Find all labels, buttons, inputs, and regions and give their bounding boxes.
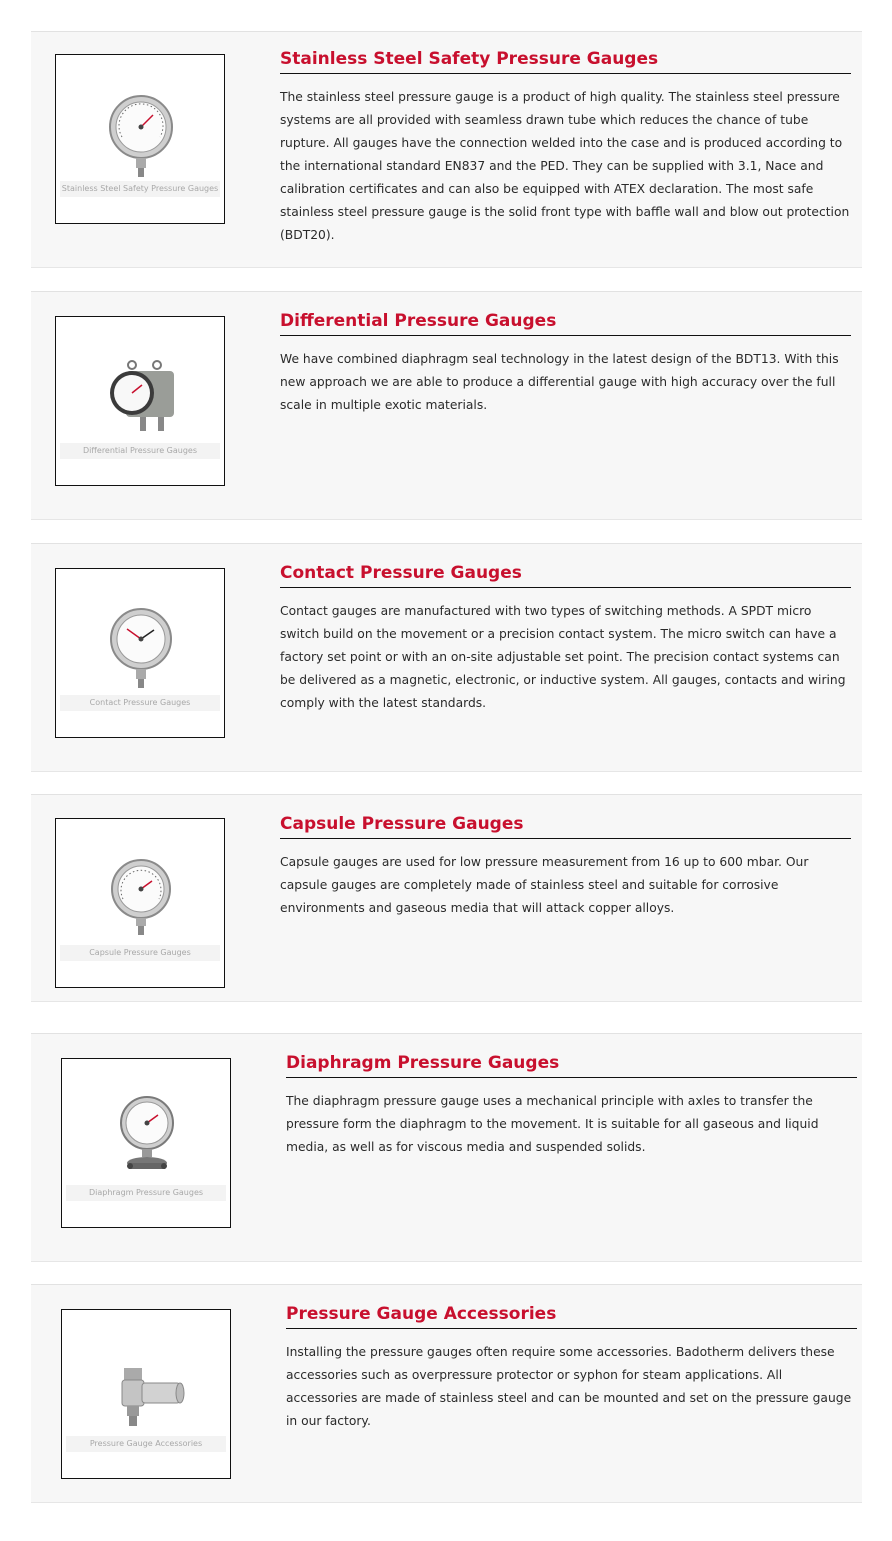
safety-pressure-gauge-icon: [56, 55, 226, 225]
product-description: Capsule gauges are used for low pressure measurement from 16 up to 600 mbar. Our capsule gauges are completely made of stainless steel and suitable for corrosive environments and gaseous media that will attack copper alloys.: [280, 855, 809, 915]
product-title[interactable]: Diaphragm Pressure Gauges: [286, 1051, 857, 1078]
product-description: Installing the pressure gauges often require some accessories. Badotherm delivers these accessories such as overpressure protector or syphon for steam applications. All accessories are made of stainless steel and can be mounted and set on the pressure gauge in our factory.: [286, 1345, 852, 1428]
product-image-caption: Differential Pressure Gauges: [60, 443, 220, 459]
product-image-link[interactable]: [61, 1058, 231, 1228]
product-card-differential: [31, 291, 862, 520]
product-card-accessories: [31, 1284, 862, 1503]
differential-pressure-gauge-icon: [56, 317, 226, 487]
product-card-safety: [31, 31, 862, 268]
product-card-capsule: [31, 794, 862, 1002]
product-image-link[interactable]: [55, 568, 225, 738]
product-title[interactable]: Capsule Pressure Gauges: [280, 812, 851, 839]
product-title[interactable]: Pressure Gauge Accessories: [286, 1302, 857, 1329]
product-image-link[interactable]: [55, 818, 225, 988]
diaphragm-pressure-gauge-icon: [62, 1059, 232, 1229]
product-title[interactable]: Stainless Steel Safety Pressure Gauges: [280, 47, 851, 74]
product-description: Contact gauges are manufactured with two types of switching methods. A SPDT micro switch build on the movement or a precision contact system. The micro switch can have a factory set point or with an on-site adjustable set point. The precision contact systems can be delivered as a magnetic, electronic, or inductive system. All gauges, contacts and wiring comply with the latest standards.: [280, 604, 846, 710]
product-description: The stainless steel pressure gauge is a product of high quality. The stainless steel pressure systems are all provided with seamless drawn tube which reduces the chance of tube rupture. All gauges have the connection welded into the case and is produced according to the international standard EN837 and the PED. They can be supplied with 3.1, Nace and calibration certificates and can also be equipped with ATEX declaration. The most safe stainless steel pressure gauge is the solid front type with baffle wall and blow out protection (BDT20).: [280, 90, 850, 242]
product-image-link[interactable]: [55, 54, 225, 224]
product-image-caption: Stainless Steel Safety Pressure Gauges: [60, 181, 220, 197]
product-card-diaphragm: [31, 1033, 862, 1262]
product-description: The diaphragm pressure gauge uses a mechanical principle with axles to transfer the pressure form the diaphragm to the movement. It is suitable for all gaseous and liquid media, as well as for viscous media and suspended solids.: [286, 1094, 819, 1154]
product-image-caption: Capsule Pressure Gauges: [60, 945, 220, 961]
contact-pressure-gauge-icon: [56, 569, 226, 739]
product-image-caption: Contact Pressure Gauges: [60, 695, 220, 711]
product-image-link[interactable]: [55, 316, 225, 486]
product-description: We have combined diaphragm seal technology in the latest design of the BDT13. With this new approach we are able to produce a differential gauge with high accuracy over the full scale in multiple exotic materials.: [280, 352, 839, 412]
product-title[interactable]: Differential Pressure Gauges: [280, 309, 851, 336]
product-image-link[interactable]: [61, 1309, 231, 1479]
product-image-caption: Pressure Gauge Accessories: [66, 1436, 226, 1452]
product-image-caption: Diaphragm Pressure Gauges: [66, 1185, 226, 1201]
pressure-gauge-accessory-icon: [62, 1310, 232, 1480]
capsule-pressure-gauge-icon: [56, 819, 226, 989]
product-title[interactable]: Contact Pressure Gauges: [280, 561, 851, 588]
product-card-contact: [31, 543, 862, 772]
